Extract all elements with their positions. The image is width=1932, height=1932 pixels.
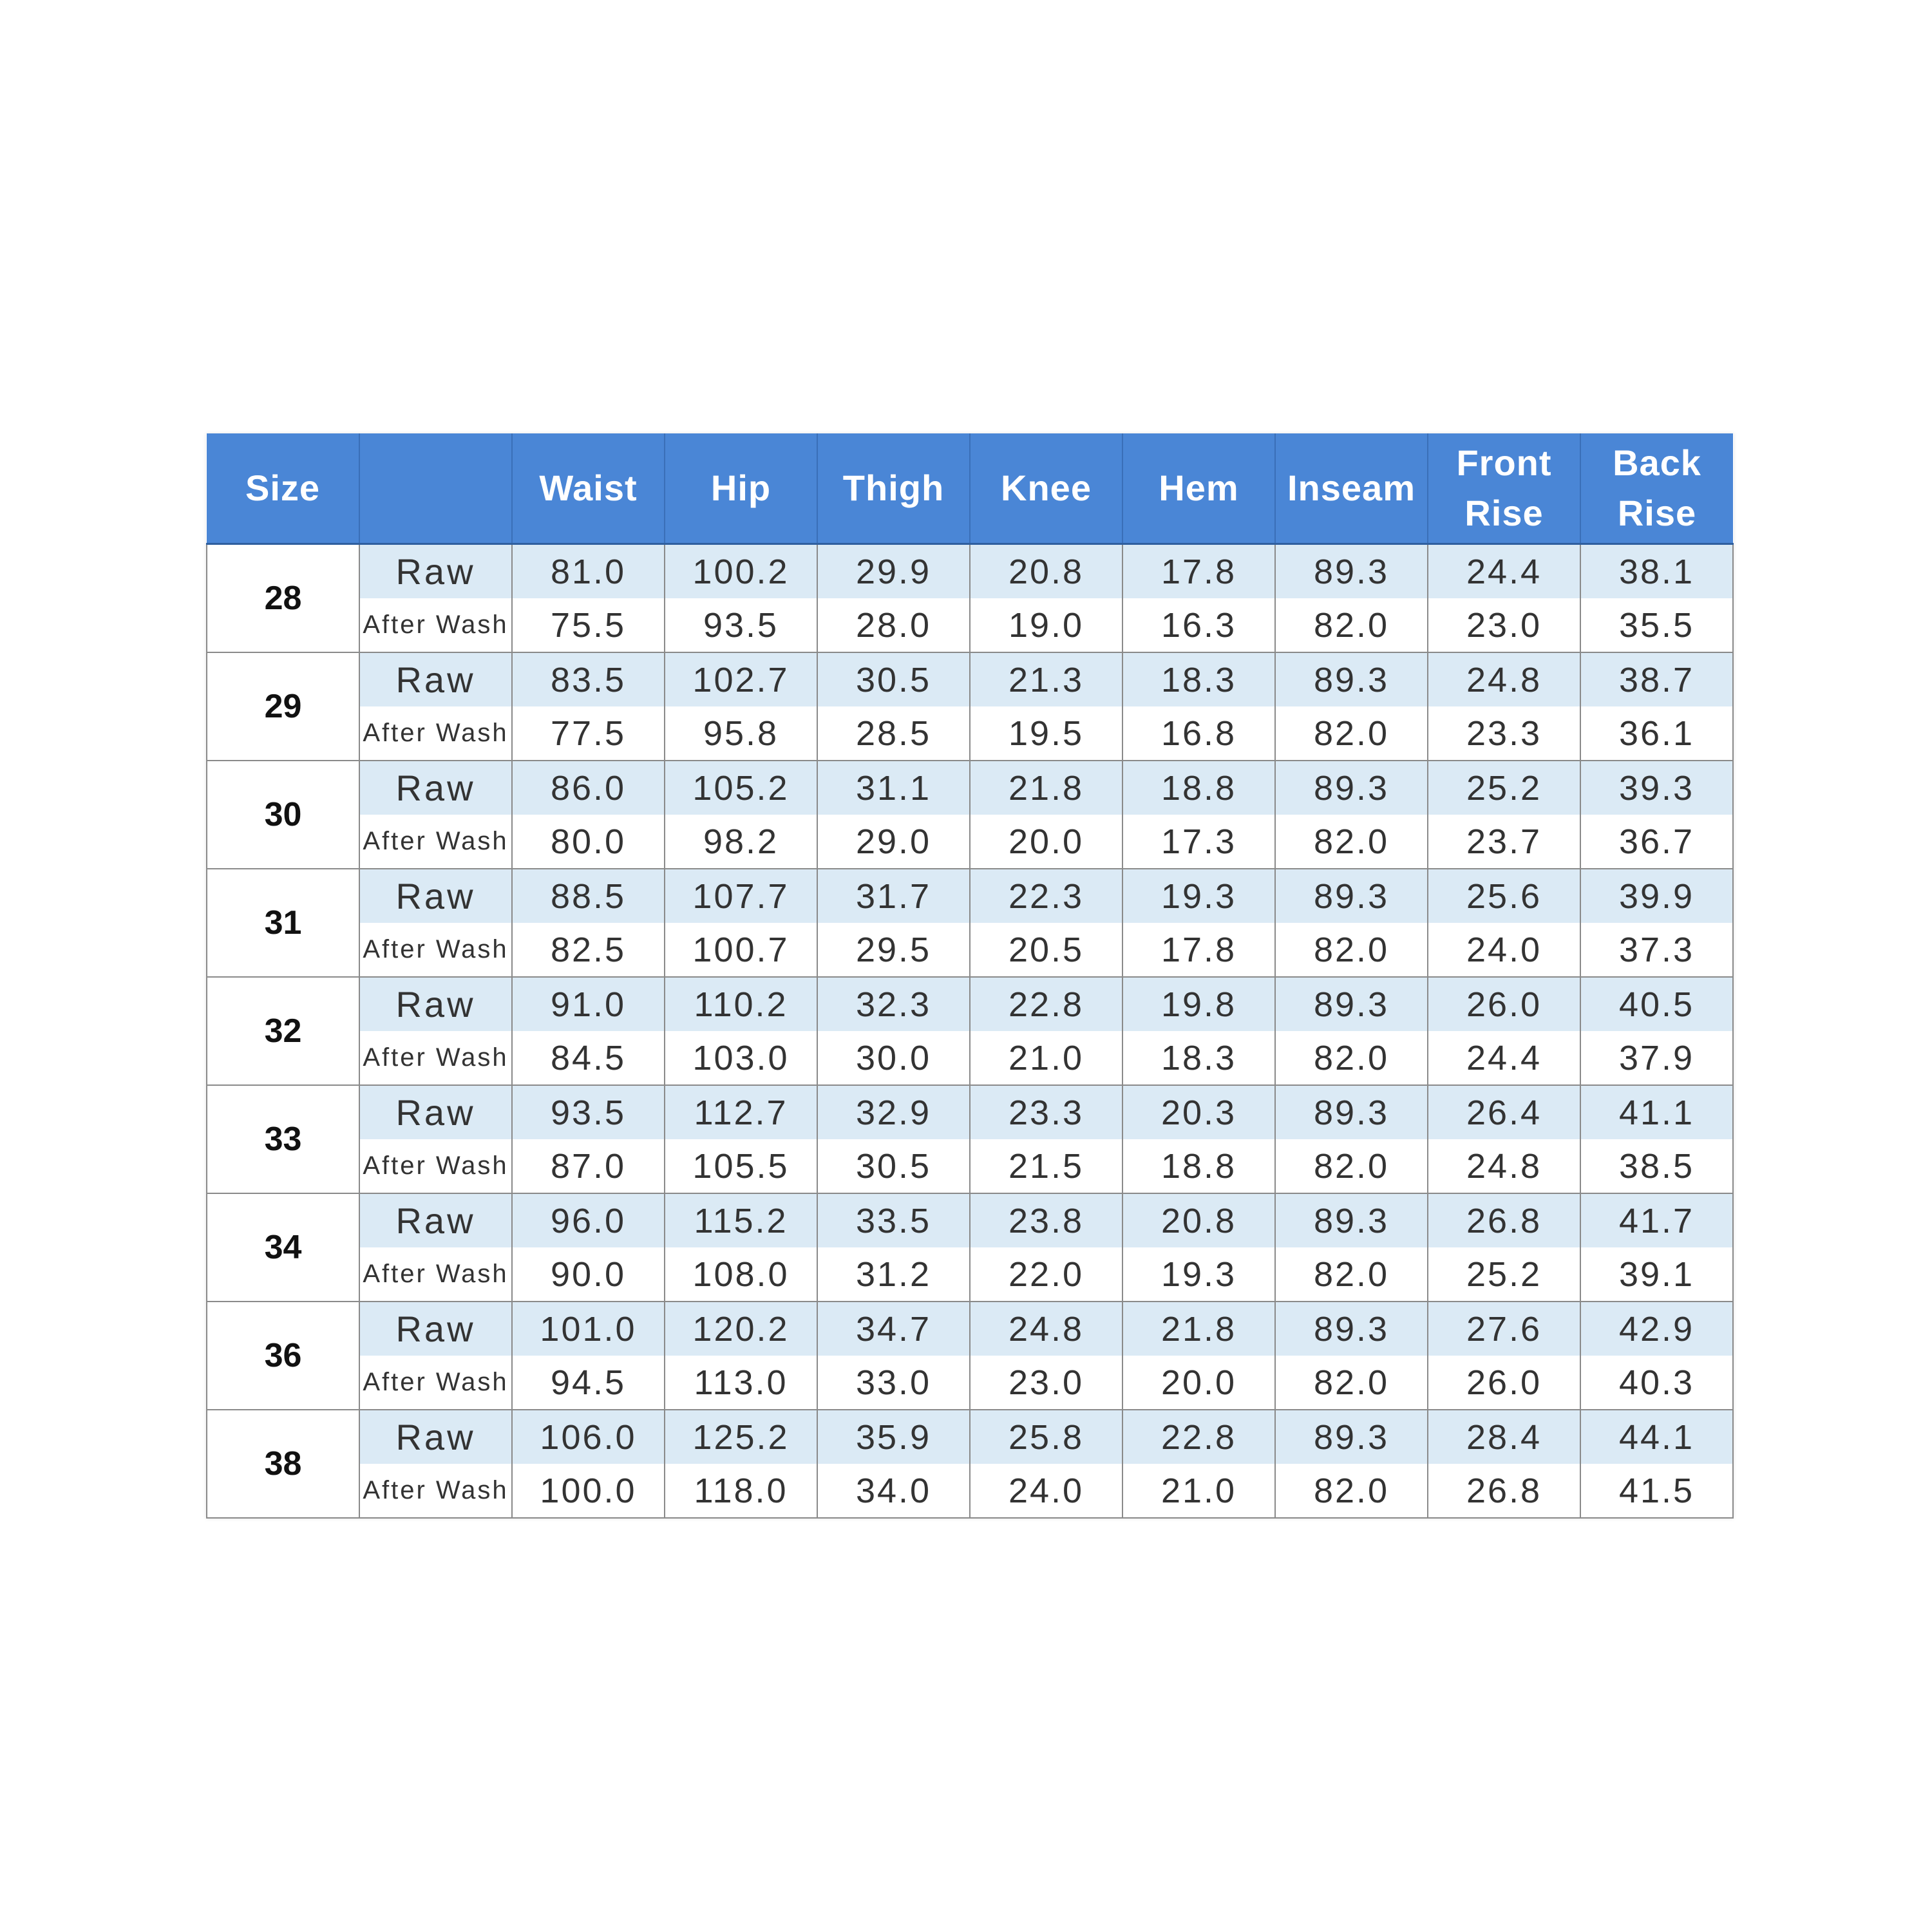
raw-measurement-cell: 105.2 xyxy=(665,761,817,815)
after-wash-measurement-cell: 82.0 xyxy=(1275,1356,1428,1410)
size-value: 34 xyxy=(207,1193,359,1302)
header-measure-type xyxy=(359,433,512,544)
table-row-after-wash xyxy=(207,1356,1733,1410)
after-wash-measurement-cell: 24.0 xyxy=(970,1464,1122,1518)
after-wash-label: After Wash xyxy=(359,815,512,869)
raw-measurement-cell: 18.3 xyxy=(1122,652,1275,706)
raw-measurement-cell: 33.5 xyxy=(817,1193,970,1247)
after-wash-measurement-cell: 35.5 xyxy=(1580,598,1733,652)
after-wash-measurement-cell: 118.0 xyxy=(665,1464,817,1518)
after-wash-measurement-cell: 82.0 xyxy=(1275,815,1428,869)
raw-measurement-cell: 83.5 xyxy=(512,652,665,706)
after-wash-measurement-cell: 17.3 xyxy=(1122,815,1275,869)
raw-measurement-cell: 120.2 xyxy=(665,1302,817,1356)
raw-measurement-cell: 106.0 xyxy=(512,1410,665,1464)
header-front-rise: Front Rise xyxy=(1428,433,1580,544)
raw-measurement-cell: 22.8 xyxy=(1122,1410,1275,1464)
after-wash-measurement-cell: 87.0 xyxy=(512,1139,665,1193)
after-wash-label: After Wash xyxy=(359,1139,512,1193)
raw-measurement-cell: 20.3 xyxy=(1122,1085,1275,1139)
after-wash-measurement-cell: 34.0 xyxy=(817,1464,970,1518)
size-value: 30 xyxy=(207,761,359,869)
size-value: 28 xyxy=(207,544,359,653)
raw-measurement-cell: 39.9 xyxy=(1580,869,1733,923)
after-wash-measurement-cell: 77.5 xyxy=(512,706,665,761)
raw-measurement-cell: 42.9 xyxy=(1580,1302,1733,1356)
raw-measurement-cell: 23.8 xyxy=(970,1193,1122,1247)
raw-measurement-cell: 25.2 xyxy=(1428,761,1580,815)
after-wash-measurement-cell: 95.8 xyxy=(665,706,817,761)
after-wash-measurement-cell: 16.3 xyxy=(1122,598,1275,652)
after-wash-label: After Wash xyxy=(359,1247,512,1302)
table-row-after-wash xyxy=(207,706,1733,761)
after-wash-measurement-cell: 36.7 xyxy=(1580,815,1733,869)
raw-label: Raw xyxy=(359,1085,512,1139)
raw-measurement-cell: 34.7 xyxy=(817,1302,970,1356)
after-wash-measurement-cell: 36.1 xyxy=(1580,706,1733,761)
raw-measurement-cell: 22.3 xyxy=(970,869,1122,923)
raw-measurement-cell: 39.3 xyxy=(1580,761,1733,815)
raw-measurement-cell: 89.3 xyxy=(1275,652,1428,706)
table-row-after-wash xyxy=(207,923,1733,977)
after-wash-measurement-cell: 38.5 xyxy=(1580,1139,1733,1193)
table-row-after-wash xyxy=(207,1247,1733,1302)
after-wash-measurement-cell: 21.0 xyxy=(1122,1464,1275,1518)
table-row-after-wash xyxy=(207,1139,1733,1193)
size-value: 33 xyxy=(207,1085,359,1193)
raw-measurement-cell: 32.3 xyxy=(817,977,970,1031)
after-wash-measurement-cell: 19.3 xyxy=(1122,1247,1275,1302)
table-row-raw xyxy=(207,1302,1733,1356)
raw-measurement-cell: 18.8 xyxy=(1122,761,1275,815)
after-wash-measurement-cell: 37.3 xyxy=(1580,923,1733,977)
size-value: 31 xyxy=(207,869,359,977)
after-wash-measurement-cell: 40.3 xyxy=(1580,1356,1733,1410)
raw-measurement-cell: 86.0 xyxy=(512,761,665,815)
header-waist: Waist xyxy=(512,433,665,544)
raw-measurement-cell: 89.3 xyxy=(1275,1302,1428,1356)
after-wash-measurement-cell: 29.5 xyxy=(817,923,970,977)
after-wash-measurement-cell: 23.7 xyxy=(1428,815,1580,869)
after-wash-measurement-cell: 33.0 xyxy=(817,1356,970,1410)
raw-measurement-cell: 125.2 xyxy=(665,1410,817,1464)
size-chart-table xyxy=(206,433,1734,1519)
after-wash-measurement-cell: 19.5 xyxy=(970,706,1122,761)
raw-measurement-cell: 35.9 xyxy=(817,1410,970,1464)
after-wash-measurement-cell: 82.0 xyxy=(1275,1031,1428,1085)
raw-measurement-cell: 20.8 xyxy=(1122,1193,1275,1247)
raw-measurement-cell: 40.5 xyxy=(1580,977,1733,1031)
after-wash-measurement-cell: 82.0 xyxy=(1275,1139,1428,1193)
raw-measurement-cell: 38.1 xyxy=(1580,544,1733,599)
after-wash-measurement-cell: 82.5 xyxy=(512,923,665,977)
raw-label: Raw xyxy=(359,652,512,706)
raw-measurement-cell: 100.2 xyxy=(665,544,817,599)
raw-measurement-cell: 24.8 xyxy=(1428,652,1580,706)
table-row-raw xyxy=(207,1410,1733,1464)
header-size: Size xyxy=(207,433,359,544)
raw-measurement-cell: 24.4 xyxy=(1428,544,1580,599)
raw-measurement-cell: 26.8 xyxy=(1428,1193,1580,1247)
after-wash-measurement-cell: 82.0 xyxy=(1275,1247,1428,1302)
header-knee: Knee xyxy=(970,433,1122,544)
raw-measurement-cell: 89.3 xyxy=(1275,1193,1428,1247)
raw-measurement-cell: 91.0 xyxy=(512,977,665,1031)
raw-measurement-cell: 101.0 xyxy=(512,1302,665,1356)
after-wash-measurement-cell: 94.5 xyxy=(512,1356,665,1410)
header-hem: Hem xyxy=(1122,433,1275,544)
table-row-after-wash xyxy=(207,815,1733,869)
raw-measurement-cell: 89.3 xyxy=(1275,544,1428,599)
raw-measurement-cell: 41.7 xyxy=(1580,1193,1733,1247)
after-wash-label: After Wash xyxy=(359,1464,512,1518)
after-wash-label: After Wash xyxy=(359,706,512,761)
after-wash-measurement-cell: 113.0 xyxy=(665,1356,817,1410)
after-wash-measurement-cell: 90.0 xyxy=(512,1247,665,1302)
after-wash-measurement-cell: 28.5 xyxy=(817,706,970,761)
raw-measurement-cell: 25.8 xyxy=(970,1410,1122,1464)
raw-measurement-cell: 102.7 xyxy=(665,652,817,706)
raw-measurement-cell: 26.0 xyxy=(1428,977,1580,1031)
after-wash-measurement-cell: 26.0 xyxy=(1428,1356,1580,1410)
after-wash-measurement-cell: 41.5 xyxy=(1580,1464,1733,1518)
after-wash-measurement-cell: 23.3 xyxy=(1428,706,1580,761)
raw-label: Raw xyxy=(359,544,512,599)
after-wash-measurement-cell: 19.0 xyxy=(970,598,1122,652)
after-wash-measurement-cell: 22.0 xyxy=(970,1247,1122,1302)
table-row-raw xyxy=(207,652,1733,706)
raw-measurement-cell: 21.8 xyxy=(970,761,1122,815)
after-wash-measurement-cell: 37.9 xyxy=(1580,1031,1733,1085)
after-wash-measurement-cell: 21.0 xyxy=(970,1031,1122,1085)
after-wash-measurement-cell: 84.5 xyxy=(512,1031,665,1085)
after-wash-measurement-cell: 25.2 xyxy=(1428,1247,1580,1302)
raw-measurement-cell: 89.3 xyxy=(1275,869,1428,923)
after-wash-measurement-cell: 21.5 xyxy=(970,1139,1122,1193)
after-wash-measurement-cell: 24.8 xyxy=(1428,1139,1580,1193)
after-wash-measurement-cell: 105.5 xyxy=(665,1139,817,1193)
raw-measurement-cell: 41.1 xyxy=(1580,1085,1733,1139)
raw-measurement-cell: 17.8 xyxy=(1122,544,1275,599)
raw-label: Raw xyxy=(359,977,512,1031)
size-value: 36 xyxy=(207,1302,359,1410)
raw-measurement-cell: 89.3 xyxy=(1275,977,1428,1031)
after-wash-measurement-cell: 39.1 xyxy=(1580,1247,1733,1302)
after-wash-measurement-cell: 100.7 xyxy=(665,923,817,977)
after-wash-measurement-cell: 29.0 xyxy=(817,815,970,869)
raw-measurement-cell: 44.1 xyxy=(1580,1410,1733,1464)
size-value: 38 xyxy=(207,1410,359,1518)
table-row-raw xyxy=(207,977,1733,1031)
header-row xyxy=(207,433,1733,544)
raw-measurement-cell: 115.2 xyxy=(665,1193,817,1247)
after-wash-measurement-cell: 16.8 xyxy=(1122,706,1275,761)
raw-measurement-cell: 29.9 xyxy=(817,544,970,599)
after-wash-measurement-cell: 108.0 xyxy=(665,1247,817,1302)
raw-measurement-cell: 28.4 xyxy=(1428,1410,1580,1464)
raw-label: Raw xyxy=(359,1193,512,1247)
raw-measurement-cell: 89.3 xyxy=(1275,1410,1428,1464)
after-wash-measurement-cell: 93.5 xyxy=(665,598,817,652)
raw-measurement-cell: 21.3 xyxy=(970,652,1122,706)
after-wash-measurement-cell: 18.3 xyxy=(1122,1031,1275,1085)
table-body xyxy=(207,544,1733,1519)
header-back-rise: Back Rise xyxy=(1580,433,1733,544)
raw-measurement-cell: 30.5 xyxy=(817,652,970,706)
table-row-raw xyxy=(207,1193,1733,1247)
after-wash-measurement-cell: 82.0 xyxy=(1275,706,1428,761)
raw-measurement-cell: 31.1 xyxy=(817,761,970,815)
after-wash-measurement-cell: 103.0 xyxy=(665,1031,817,1085)
after-wash-measurement-cell: 17.8 xyxy=(1122,923,1275,977)
after-wash-measurement-cell: 80.0 xyxy=(512,815,665,869)
after-wash-measurement-cell: 82.0 xyxy=(1275,923,1428,977)
after-wash-label: After Wash xyxy=(359,598,512,652)
raw-measurement-cell: 20.8 xyxy=(970,544,1122,599)
raw-label: Raw xyxy=(359,1302,512,1356)
after-wash-measurement-cell: 30.5 xyxy=(817,1139,970,1193)
raw-measurement-cell: 24.8 xyxy=(970,1302,1122,1356)
after-wash-measurement-cell: 28.0 xyxy=(817,598,970,652)
after-wash-measurement-cell: 18.8 xyxy=(1122,1139,1275,1193)
after-wash-measurement-cell: 30.0 xyxy=(817,1031,970,1085)
raw-measurement-cell: 107.7 xyxy=(665,869,817,923)
after-wash-measurement-cell: 23.0 xyxy=(970,1356,1122,1410)
table-row-after-wash xyxy=(207,1031,1733,1085)
after-wash-label: After Wash xyxy=(359,1356,512,1410)
after-wash-measurement-cell: 23.0 xyxy=(1428,598,1580,652)
after-wash-measurement-cell: 24.4 xyxy=(1428,1031,1580,1085)
table-header xyxy=(207,433,1733,544)
raw-measurement-cell: 93.5 xyxy=(512,1085,665,1139)
raw-measurement-cell: 89.3 xyxy=(1275,1085,1428,1139)
table-row-raw xyxy=(207,1085,1733,1139)
header-thigh: Thigh xyxy=(817,433,970,544)
after-wash-measurement-cell: 20.5 xyxy=(970,923,1122,977)
after-wash-measurement-cell: 24.0 xyxy=(1428,923,1580,977)
raw-measurement-cell: 96.0 xyxy=(512,1193,665,1247)
raw-label: Raw xyxy=(359,761,512,815)
raw-label: Raw xyxy=(359,869,512,923)
raw-measurement-cell: 21.8 xyxy=(1122,1302,1275,1356)
raw-measurement-cell: 23.3 xyxy=(970,1085,1122,1139)
after-wash-measurement-cell: 26.8 xyxy=(1428,1464,1580,1518)
raw-measurement-cell: 89.3 xyxy=(1275,761,1428,815)
after-wash-label: After Wash xyxy=(359,1031,512,1085)
after-wash-label: After Wash xyxy=(359,923,512,977)
header-inseam: Inseam xyxy=(1275,433,1428,544)
raw-measurement-cell: 25.6 xyxy=(1428,869,1580,923)
after-wash-measurement-cell: 98.2 xyxy=(665,815,817,869)
size-value: 29 xyxy=(207,652,359,761)
table-row-raw xyxy=(207,544,1733,599)
table-row-raw xyxy=(207,761,1733,815)
after-wash-measurement-cell: 20.0 xyxy=(970,815,1122,869)
raw-measurement-cell: 31.7 xyxy=(817,869,970,923)
raw-measurement-cell: 19.8 xyxy=(1122,977,1275,1031)
raw-measurement-cell: 110.2 xyxy=(665,977,817,1031)
header-hip: Hip xyxy=(665,433,817,544)
raw-measurement-cell: 19.3 xyxy=(1122,869,1275,923)
raw-measurement-cell: 32.9 xyxy=(817,1085,970,1139)
table-row-raw xyxy=(207,869,1733,923)
raw-measurement-cell: 38.7 xyxy=(1580,652,1733,706)
after-wash-measurement-cell: 20.0 xyxy=(1122,1356,1275,1410)
after-wash-measurement-cell: 82.0 xyxy=(1275,598,1428,652)
size-value: 32 xyxy=(207,977,359,1085)
after-wash-measurement-cell: 75.5 xyxy=(512,598,665,652)
after-wash-measurement-cell: 31.2 xyxy=(817,1247,970,1302)
raw-measurement-cell: 26.4 xyxy=(1428,1085,1580,1139)
after-wash-measurement-cell: 82.0 xyxy=(1275,1464,1428,1518)
raw-measurement-cell: 112.7 xyxy=(665,1085,817,1139)
raw-measurement-cell: 81.0 xyxy=(512,544,665,599)
after-wash-measurement-cell: 100.0 xyxy=(512,1464,665,1518)
raw-label: Raw xyxy=(359,1410,512,1464)
raw-measurement-cell: 88.5 xyxy=(512,869,665,923)
table-row-after-wash xyxy=(207,598,1733,652)
raw-measurement-cell: 27.6 xyxy=(1428,1302,1580,1356)
table-row-after-wash xyxy=(207,1464,1733,1518)
raw-measurement-cell: 22.8 xyxy=(970,977,1122,1031)
